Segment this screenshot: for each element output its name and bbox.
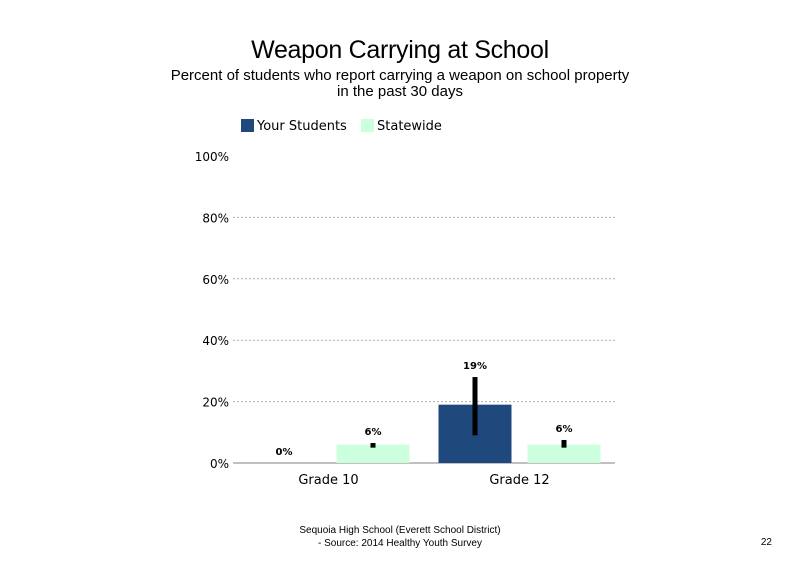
legend-label-statewide: Statewide [377, 119, 442, 134]
data-label: 6% [555, 423, 573, 435]
y-tick-label: 80% [202, 211, 229, 226]
page-number: 22 [760, 537, 772, 548]
footer-school: Sequoia High School (Everett School District) [299, 525, 501, 536]
footer-source: - Source: 2014 Healthy Youth Survey [318, 538, 482, 549]
y-tick-label: 60% [202, 272, 229, 287]
y-tick-label: 20% [202, 395, 229, 410]
x-tick-label: Grade 10 [298, 473, 359, 488]
error-bar [371, 443, 376, 448]
y-tick-label: 40% [202, 334, 229, 349]
footer [240, 524, 560, 550]
data-label: 19% [463, 361, 487, 373]
legend-label-your-students: Your Students [257, 119, 347, 134]
y-tick-label: 0% [209, 457, 229, 471]
chart-title: Weapon Carrying at School [251, 36, 549, 64]
data-label: 0% [275, 447, 293, 458]
error-bar [562, 440, 567, 448]
x-tick-label: Grade 12 [489, 473, 550, 488]
y-tick-label: 100% [194, 150, 229, 164]
error-bar [473, 377, 478, 435]
data-label: 6% [364, 427, 382, 439]
chart-subtitle: Percent of students who report carrying a weapon on school property in the past 30 days [170, 68, 630, 100]
